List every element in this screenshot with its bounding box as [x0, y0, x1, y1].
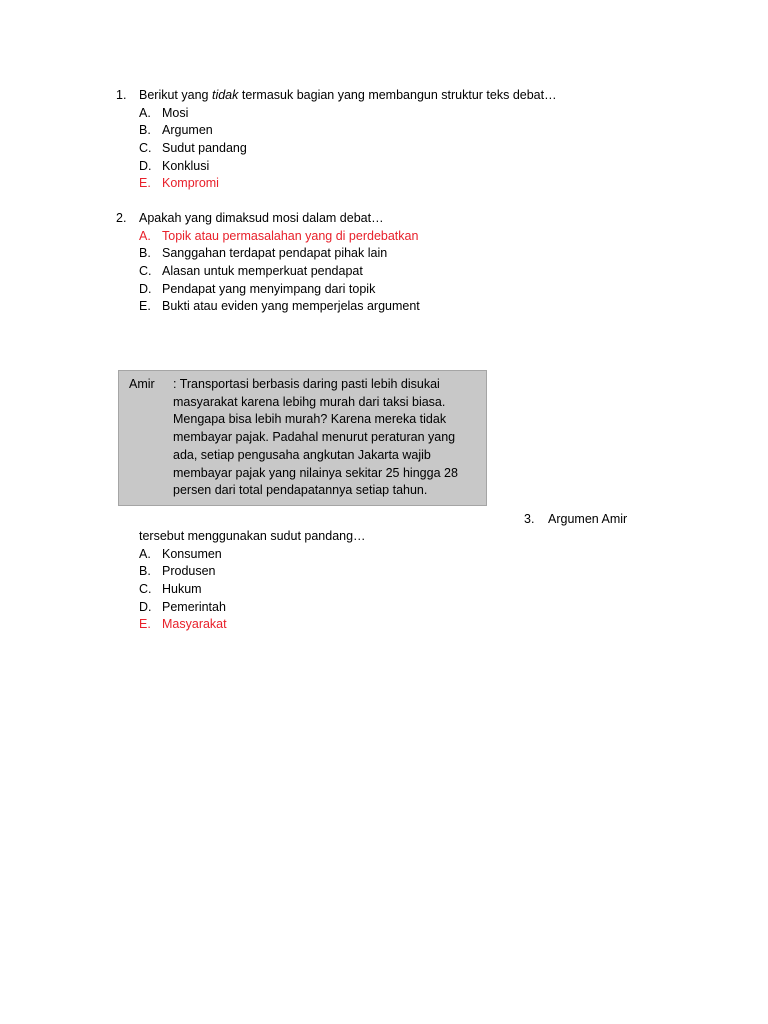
- question-2-stem: Apakah yang dimaksud mosi dalam debat…: [139, 211, 384, 225]
- option-text: Argumen: [162, 123, 213, 138]
- question-1-stem-pre: Berikut yang: [139, 88, 212, 102]
- option-text: Konsumen: [162, 546, 222, 561]
- option-letter: D.: [139, 281, 152, 296]
- option-text: Masyarakat: [162, 617, 227, 632]
- passage-text: : Transportasi berbasis daring pasti lebih disukai masyarakat karena lebihg murah dari taksi biasa. Mengapa bisa lebih murah? Karena mereka tidak membayar pajak. Padahal menurut peraturan yang ada, setiap pengusaha angkutan Jakarta wajib membayar pajak yang nilainya sekitar 25 hingga 28 persen dari total pendapatannya setiap tahun.: [173, 377, 458, 498]
- option-letter: E.: [139, 299, 151, 314]
- question-3-stem-part2: tersebut menggunakan sudut pandang…: [139, 529, 366, 543]
- option-letter: C.: [139, 264, 152, 279]
- option-letter: A.: [139, 228, 151, 243]
- option-letter: B.: [139, 246, 151, 261]
- option-text: Hukum: [162, 582, 202, 597]
- option-text: Topik atau permasalahan yang di perdebatkan: [162, 228, 419, 243]
- option-letter: C.: [139, 582, 152, 597]
- question-1-number: 1.: [116, 88, 127, 102]
- option-text: Pendapat yang menyimpang dari topik: [162, 281, 376, 296]
- option-text: Produsen: [162, 564, 216, 579]
- option-text: Sanggahan terdapat pendapat pihak lain: [162, 246, 388, 261]
- option-text: Alasan untuk memperkuat pendapat: [162, 264, 363, 279]
- option-letter: D.: [139, 599, 152, 614]
- option-letter: A.: [139, 546, 151, 561]
- question-3-stem-line: [524, 511, 627, 529]
- passage-box: [118, 370, 487, 506]
- option-letter: C.: [139, 141, 152, 156]
- passage-speaker: Amir: [129, 377, 155, 391]
- option-letter: A.: [139, 105, 151, 120]
- option-text: Kompromi: [162, 176, 219, 191]
- option-letter: B.: [139, 123, 151, 138]
- question-3-stem-part1: Argumen Amir: [548, 512, 628, 526]
- option-letter: B.: [139, 564, 151, 579]
- option-letter: E.: [139, 617, 151, 632]
- question-1-stem-emphasis: tidak: [211, 88, 239, 102]
- question-1-stem: [139, 87, 557, 105]
- question-2-number: 2.: [116, 211, 127, 225]
- question-3-number: 3.: [524, 512, 535, 526]
- option-text: Bukti atau eviden yang memperjelas argument: [162, 299, 420, 314]
- option-text: Pemerintah: [162, 599, 226, 614]
- question-1-stem-post: termasuk bagian yang membangun struktur teks debat…: [238, 88, 557, 102]
- option-letter: E.: [139, 176, 151, 191]
- option-text: Mosi: [162, 105, 189, 120]
- option-text: Konklusi: [162, 158, 210, 173]
- option-letter: D.: [139, 158, 152, 173]
- option-text: Sudut pandang: [162, 141, 247, 156]
